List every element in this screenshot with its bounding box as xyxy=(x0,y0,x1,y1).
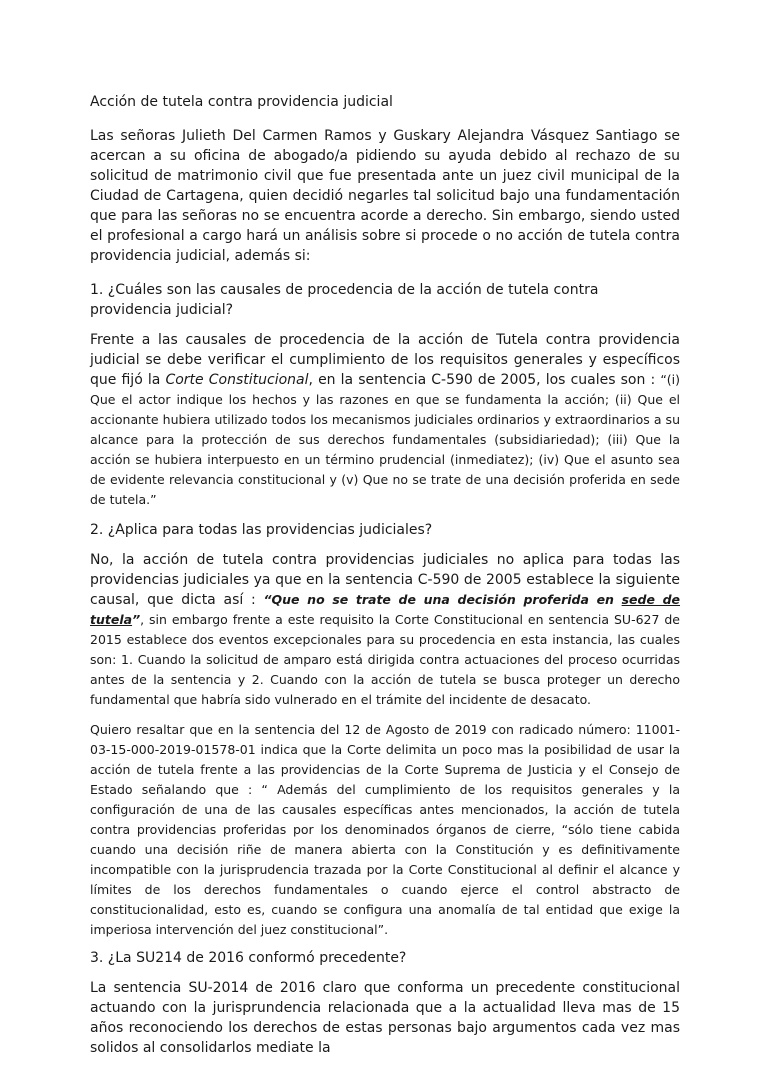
answer-2-text: No, la acción de tutela contra providencias judiciales no aplica para todas las providencias judiciales ya que en la sentencia C-590 de 2005 establece la siguiente causal, que dicta así : xyxy=(90,552,680,608)
answer-1-italic: Corte Constitucional xyxy=(165,372,309,388)
answer-1-quote: “(i) Que el actor indique los hechos y las razones en que se fundamenta la acción; (ii) Que el accionante hubiera utilizado todos los mecanismos judiciales ordinarios y extraordinarios a su alcance para la protección de sus derechos fundamentales (subsidiariedad); (iii) Que la acción se hubiera interpuesto en un término prudencial (inmediatez); (iv) Que el asunto sea de evidente relevancia constitucional y (v) Que no se trate de una decisión proferida en sede de tutela.” xyxy=(90,372,681,507)
answer-1 xyxy=(90,330,680,510)
answer-1-text: Frente a las causales de procedencia de la acción de Tutela contra providencia judicial se debe verificar el cumplimiento de los requisitos generales y específicos que fijó la xyxy=(90,332,680,388)
question-3: 3. ¿La SU214 de 2016 conformó precedente? xyxy=(90,950,407,966)
intro-paragraph: Las señoras Julieth Del Carmen Ramos y Guskary Alejandra Vásquez Santiago se acercan a su oficina de abogado/a pidiendo su ayuda debido al rechazo de su solicitud de matrimonio civil que fue presentada ante un juez civil municipal de la Ciudad de Cartagena, quien decidió negarles tal solicitud bajo una fundamentación que para las señoras no se encuentra acorde a derecho. Sin embargo, siendo usted el profesional a cargo hará un análisis sobre si procede o no acción de tutela contra providencia judicial, además si: xyxy=(90,128,680,264)
question-1: 1. ¿Cuáles son las causales de procedencia de la acción de tutela contra providencia judicial? xyxy=(90,282,599,318)
answer-2-bold-close: ” xyxy=(132,612,141,627)
answer-1-text-2: , en la sentencia C-590 de 2005, los cuales son : xyxy=(308,372,661,388)
question-2: 2. ¿Aplica para todas las providencias judiciales? xyxy=(90,522,433,538)
answer-2 xyxy=(90,550,680,710)
answer-2-bold-underlined: sede de tutela xyxy=(90,592,681,627)
answer-3: La sentencia SU-2014 de 2016 claro que conforma un precedente constitucional actuando con la jurisprundencia relacionada que a la actualidad lleva mas de 15 años reconociendo los derechos de estas personas bajo argumentos cada vez mas solidos al consolidarlos mediate la xyxy=(90,980,680,1056)
answer-2-extra: Quiero resaltar que en la sentencia del 12 de Agosto de 2019 con radicado número: 11001-03-15-000-2019-01578-01 indica que la Corte delimita un poco mas la posibilidad de usar la acción de tutela frente a las providencias de la Corte Suprema de Justicia y el Consejo de Estado señalando que : “ Además del cumplimiento de los requisitos generales y la configuración de una de las causales específicas antes mencionados, la acción de tutela contra providencias proferidas por los denominados órganos de cierre, “sólo tiene cabida cuando una decisión riñe de manera abierta con la Constitución y es definitivamente incompatible con la jurisprudencia trazada por la Corte Constitucional al definir el alcance y límites de los derechos fundamentales o cuando ejerce el control abstracto de constitucionalidad, esto es, cuando se configura una anomalía de tal entidad que exige la imperiosa intervención del juez constitucional”. xyxy=(90,722,680,937)
document-page xyxy=(90,92,680,1068)
answer-2-bold-quote: “Que no se trate de una decisión proferida en xyxy=(263,592,622,607)
document-title: Acción de tutela contra providencia judicial xyxy=(90,94,393,110)
answer-2-text-2: , sin embargo frente a este requisito la Corte Constitucional en sentencia SU-627 de 2015 establece dos eventos excepcionales para su procedencia en esta instancia, las cuales son: 1. Cuando la solicitud de amparo está dirigida contra actuaciones del proceso ocurridas antes de la sentencia y 2. Cuando con la acción de tutela se busca proteger un derecho fundamental que habría sido vulnerado en el trámite del incidente de desacato. xyxy=(90,612,680,707)
